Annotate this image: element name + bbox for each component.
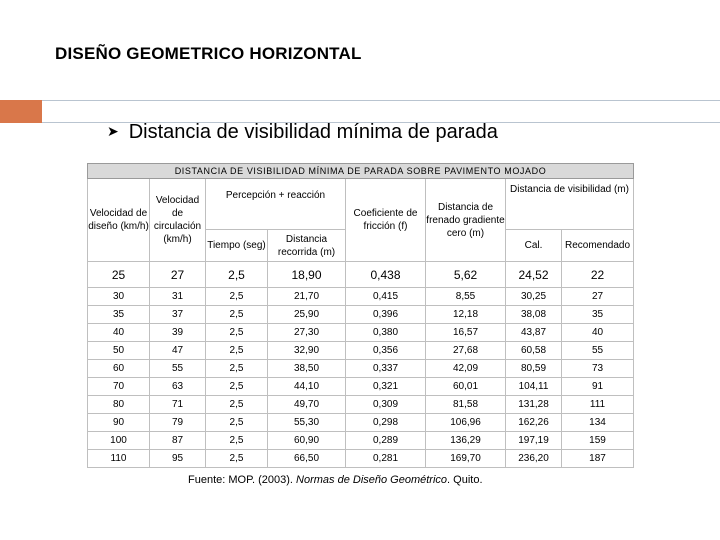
table-row — [88, 342, 634, 360]
table-cell: 55 — [150, 360, 206, 378]
table-cell: 0,298 — [346, 414, 426, 432]
table-cell: 30 — [88, 288, 150, 306]
accent-bar — [0, 100, 42, 123]
table-cell: 60,90 — [268, 432, 346, 450]
header-coeficiente: Coeficiente de fricción (f) — [346, 179, 426, 262]
table-row — [88, 432, 634, 450]
footer-suffix: . Quito. — [447, 474, 483, 486]
table-cell: 0,380 — [346, 324, 426, 342]
table-cell: 80,59 — [506, 360, 562, 378]
table-cell: 0,337 — [346, 360, 426, 378]
table-cell: 35 — [88, 306, 150, 324]
table-cell: 49,70 — [268, 396, 346, 414]
table-row — [88, 324, 634, 342]
table-cell: 90 — [88, 414, 150, 432]
table-cell: 50 — [88, 342, 150, 360]
table-cell: 60,58 — [506, 342, 562, 360]
table-cell: 2,5 — [206, 262, 268, 288]
table-cell: 197,19 — [506, 432, 562, 450]
header-velocidad-diseno: Velocidad de diseño (km/h) — [88, 179, 150, 262]
table-cell: 111 — [562, 396, 634, 414]
table-row — [88, 306, 634, 324]
table-cell: 37 — [150, 306, 206, 324]
table-row — [88, 288, 634, 306]
arrow-bullet-icon: ➤ — [107, 123, 119, 139]
table-cell: 2,5 — [206, 360, 268, 378]
table-cell: 63 — [150, 378, 206, 396]
slide-title: DISEÑO GEOMETRICO HORIZONTAL — [55, 44, 362, 63]
table-row — [88, 360, 634, 378]
table-cell: 2,5 — [206, 432, 268, 450]
table-cell: 60,01 — [426, 378, 506, 396]
table-cell: 27 — [150, 262, 206, 288]
table-cell: 47 — [150, 342, 206, 360]
table-cell: 31 — [150, 288, 206, 306]
table-cell: 71 — [150, 396, 206, 414]
table-cell: 0,281 — [346, 450, 426, 468]
table-cell: 87 — [150, 432, 206, 450]
table-cell: 25,90 — [268, 306, 346, 324]
table-cell: 21,70 — [268, 288, 346, 306]
table-cell: 2,5 — [206, 324, 268, 342]
table-cell: 0,415 — [346, 288, 426, 306]
table-cell: 73 — [562, 360, 634, 378]
table-cell: 55,30 — [268, 414, 346, 432]
table-cell: 35 — [562, 306, 634, 324]
header-distancia-visibilidad: Distancia de visibilidad (m) — [506, 179, 634, 230]
source-footer — [188, 474, 483, 486]
table-cell: 0,321 — [346, 378, 426, 396]
table-cell: 2,5 — [206, 414, 268, 432]
table-cell: 2,5 — [206, 396, 268, 414]
table-cell: 8,55 — [426, 288, 506, 306]
table-cell: 187 — [562, 450, 634, 468]
table-cell: 110 — [88, 450, 150, 468]
table-cell: 81,58 — [426, 396, 506, 414]
table-cell: 66,50 — [268, 450, 346, 468]
table-cell: 18,90 — [268, 262, 346, 288]
table-cell: 22 — [562, 262, 634, 288]
table-cell: 2,5 — [206, 306, 268, 324]
table-cell: 159 — [562, 432, 634, 450]
table-cell: 0,309 — [346, 396, 426, 414]
table-row — [88, 262, 634, 288]
table-cell: 39 — [150, 324, 206, 342]
table-cell: 106,96 — [426, 414, 506, 432]
table-cell: 12,18 — [426, 306, 506, 324]
table-cell: 131,28 — [506, 396, 562, 414]
table-cell: 100 — [88, 432, 150, 450]
header-percepcion: Percepción + reacción — [206, 179, 346, 230]
table-cell: 42,09 — [426, 360, 506, 378]
table-cell: 236,20 — [506, 450, 562, 468]
table-cell: 32,90 — [268, 342, 346, 360]
table-cell: 2,5 — [206, 342, 268, 360]
table-cell: 70 — [88, 378, 150, 396]
table-cell: 134 — [562, 414, 634, 432]
table-cell: 95 — [150, 450, 206, 468]
table-cell: 2,5 — [206, 288, 268, 306]
table-cell: 24,52 — [506, 262, 562, 288]
table-cell: 104,11 — [506, 378, 562, 396]
table-row — [88, 414, 634, 432]
header-recomendado: Recomendado — [562, 230, 634, 262]
table-cell: 40 — [88, 324, 150, 342]
table-cell: 43,87 — [506, 324, 562, 342]
table-row — [88, 396, 634, 414]
table-cell: 27 — [562, 288, 634, 306]
footer-title: Normas de Diseño Geométrico — [296, 474, 448, 486]
table-cell: 60 — [88, 360, 150, 378]
table-cell: 38,08 — [506, 306, 562, 324]
table-cell: 136,29 — [426, 432, 506, 450]
table-cell: 0,438 — [346, 262, 426, 288]
table-cell: 38,50 — [268, 360, 346, 378]
table-row — [88, 378, 634, 396]
table-cell: 91 — [562, 378, 634, 396]
table-cell: 25 — [88, 262, 150, 288]
table-cell: 79 — [150, 414, 206, 432]
table-row — [88, 450, 634, 468]
table-cell: 162,26 — [506, 414, 562, 432]
header-velocidad-circulacion: Velocidad de circulación (km/h) — [150, 179, 206, 262]
table-cell: 16,57 — [426, 324, 506, 342]
table-cell: 0,396 — [346, 306, 426, 324]
table-cell: 0,289 — [346, 432, 426, 450]
bullet-text: Distancia de visibilidad mínima de parada — [128, 121, 498, 143]
table-cell: 5,62 — [426, 262, 506, 288]
table-cell: 30,25 — [506, 288, 562, 306]
table-cell: 2,5 — [206, 450, 268, 468]
table-cell: 27,30 — [268, 324, 346, 342]
header-distancia-recorrida: Distancia recorrida (m) — [268, 230, 346, 262]
table-cell: 2,5 — [206, 378, 268, 396]
table-cell: 0,356 — [346, 342, 426, 360]
bullet-item — [107, 121, 498, 144]
divider-band — [42, 100, 720, 123]
visibility-table — [87, 163, 634, 468]
table-cell: 169,70 — [426, 450, 506, 468]
table-cell: 80 — [88, 396, 150, 414]
table-cell: 44,10 — [268, 378, 346, 396]
table-cell: 55 — [562, 342, 634, 360]
header-distancia-frenado: Distancia de frenado gradiente cero (m) — [426, 179, 506, 262]
header-tiempo: Tiempo (seg) — [206, 230, 268, 262]
table-caption: DISTANCIA DE VISIBILIDAD MÍNIMA DE PARADA SOBRE PAVIMENTO MOJADO — [88, 164, 634, 179]
footer-prefix: Fuente: MOP. (2003). — [188, 474, 297, 486]
header-cal: Cal. — [506, 230, 562, 262]
table-cell: 40 — [562, 324, 634, 342]
table-cell: 27,68 — [426, 342, 506, 360]
